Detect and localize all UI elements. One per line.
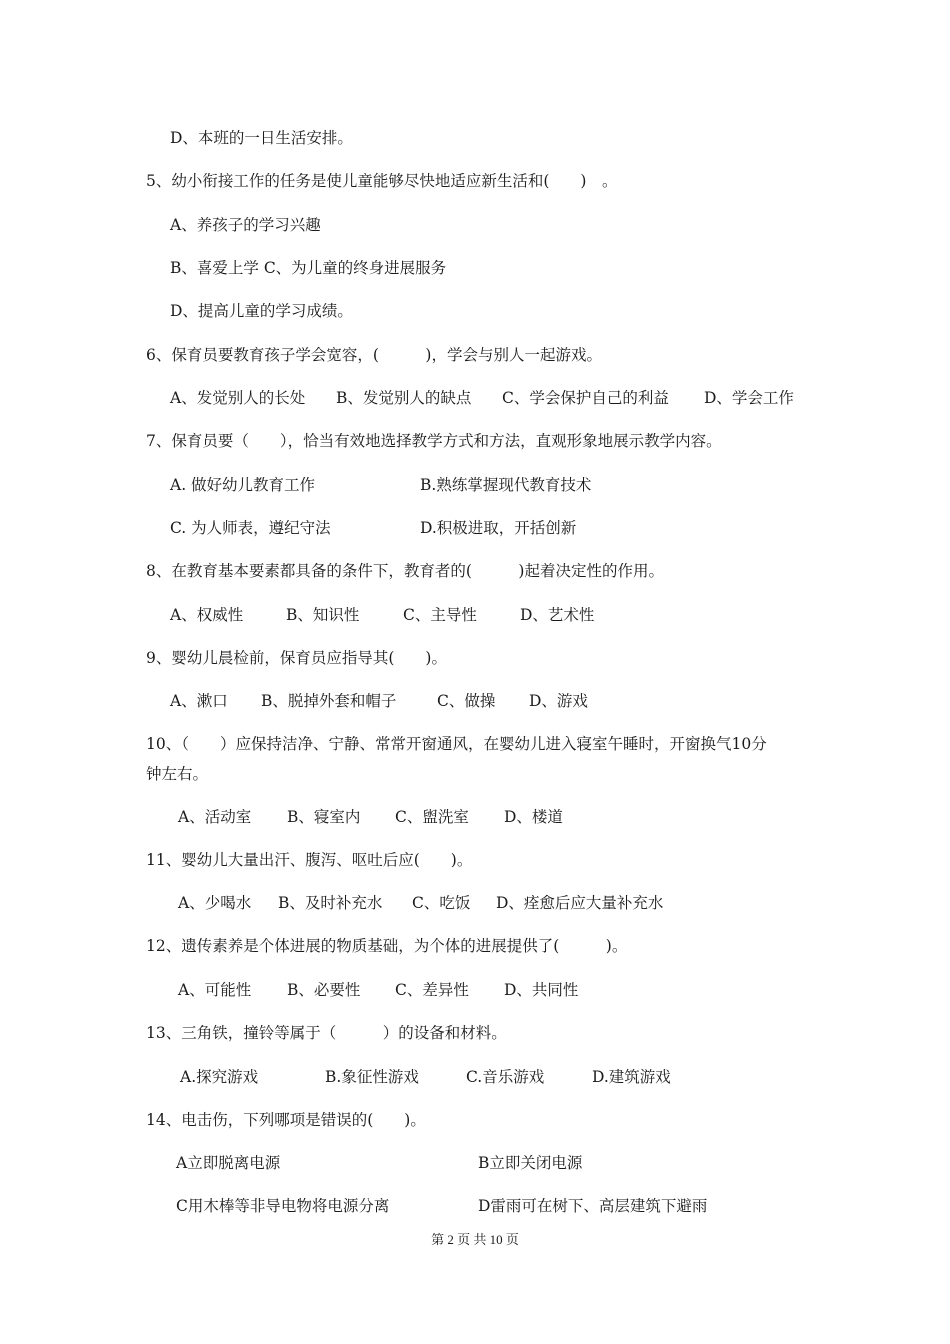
question-11-option-c: C、吃饭 xyxy=(412,894,471,912)
question-7-option-c: C. 为人师表，遵纪守法 xyxy=(170,519,331,537)
question-14-option-b: B立即关闭电源 xyxy=(478,1154,583,1172)
question-13-option-d: D.建筑游戏 xyxy=(592,1068,671,1086)
question-11-stem: 11、婴幼儿大量出汗、腹泻、呕吐后应( )。 xyxy=(146,851,473,869)
question-9-option-b: B、脱掉外套和帽子 xyxy=(261,692,397,710)
question-10-option-a: A、活动室 xyxy=(178,808,252,826)
question-11-option-a: A、少喝水 xyxy=(178,894,252,912)
question-4-option-d: D、本班的一日生活安排。 xyxy=(170,129,353,147)
page-number-footer: 第 2 页 共 10 页 xyxy=(431,1232,519,1247)
question-8-option-a: A、权威性 xyxy=(170,606,244,624)
question-13-option-a: A.探究游戏 xyxy=(180,1068,259,1086)
question-7-option-d: D.积极进取，开括创新 xyxy=(420,519,577,537)
question-13-stem: 13、三角铁，撞铃等属于（ ）的设备和材料。 xyxy=(146,1024,507,1042)
question-8-option-c: C、主导性 xyxy=(403,606,477,624)
question-9-option-d: D、游戏 xyxy=(529,692,588,710)
question-12-option-c: C、差异性 xyxy=(395,981,469,999)
question-14-option-a: A立即脱离电源 xyxy=(176,1154,281,1172)
question-5-option-a: A、养孩子的学习兴趣 xyxy=(170,216,321,234)
question-10-option-c: C、盥洗室 xyxy=(395,808,469,826)
question-13-option-c: C.音乐游戏 xyxy=(466,1068,545,1086)
question-6-option-a: A、发觉别人的长处 xyxy=(170,389,306,407)
question-8-option-b: B、知识性 xyxy=(286,606,360,624)
question-5-stem: 5、幼小衔接工作的任务是使儿童能够尽快地适应新生活和( ) 。 xyxy=(146,172,618,190)
question-12-option-b: B、必要性 xyxy=(287,981,361,999)
question-9-option-a: A、漱口 xyxy=(170,692,228,710)
question-6-stem: 6、保育员要教育孩子学会宽容，( )，学会与别人一起游戏。 xyxy=(146,346,602,364)
question-8-stem: 8、在教育基本要素都具备的条件下，教育者的( )起着决定性的作用。 xyxy=(146,562,664,580)
question-13-option-b: B.象征性游戏 xyxy=(325,1068,419,1086)
question-9-option-c: C、做操 xyxy=(437,692,496,710)
question-10-stem-line1: 10、（ ）应保持洁净、宁静、常常开窗通风，在婴幼儿进入寝室午睡时，开窗换气10分 xyxy=(146,735,767,753)
question-10-option-d: D、楼道 xyxy=(504,808,563,826)
question-8-option-d: D、艺术性 xyxy=(520,606,595,624)
question-14-stem: 14、电击伤，下列哪项是错误的( )。 xyxy=(146,1111,426,1129)
question-10-stem-line2: 钟左右。 xyxy=(146,765,209,783)
question-7-option-b: B.熟练掌握现代教育技术 xyxy=(420,476,592,494)
question-7-option-a: A. 做好幼儿教育工作 xyxy=(170,476,316,494)
question-12-option-d: D、共同性 xyxy=(504,981,579,999)
question-11-option-d: D、痊愈后应大量补充水 xyxy=(496,894,664,912)
question-11-option-b: B、及时补充水 xyxy=(278,894,383,912)
question-12-stem: 12、遗传素养是个体进展的物质基础，为个体的进展提供了( )。 xyxy=(146,937,628,955)
question-6-option-d: D、学会工作 xyxy=(704,389,794,407)
question-12-option-a: A、可能性 xyxy=(178,981,252,999)
question-14-option-d: D雷雨可在树下、高层建筑下避雨 xyxy=(478,1197,708,1215)
question-6-option-b: B、发觉别人的缺点 xyxy=(336,389,472,407)
question-5-option-bc: B、喜爱上学 C、为儿童的终身进展服务 xyxy=(170,259,447,277)
question-10-option-b: B、寝室内 xyxy=(287,808,361,826)
question-9-stem: 9、婴幼儿晨检前，保育员应指导其( )。 xyxy=(146,649,447,667)
question-6-option-c: C、学会保护自己的利益 xyxy=(502,389,669,407)
question-14-option-c: C用木棒等非导电物将电源分离 xyxy=(176,1197,390,1215)
question-5-option-d: D、提高儿童的学习成绩。 xyxy=(170,302,353,320)
question-7-stem: 7、保育员要（ ），恰当有效地选择教学方式和方法，直观形象地展示教学内容。 xyxy=(146,432,722,450)
